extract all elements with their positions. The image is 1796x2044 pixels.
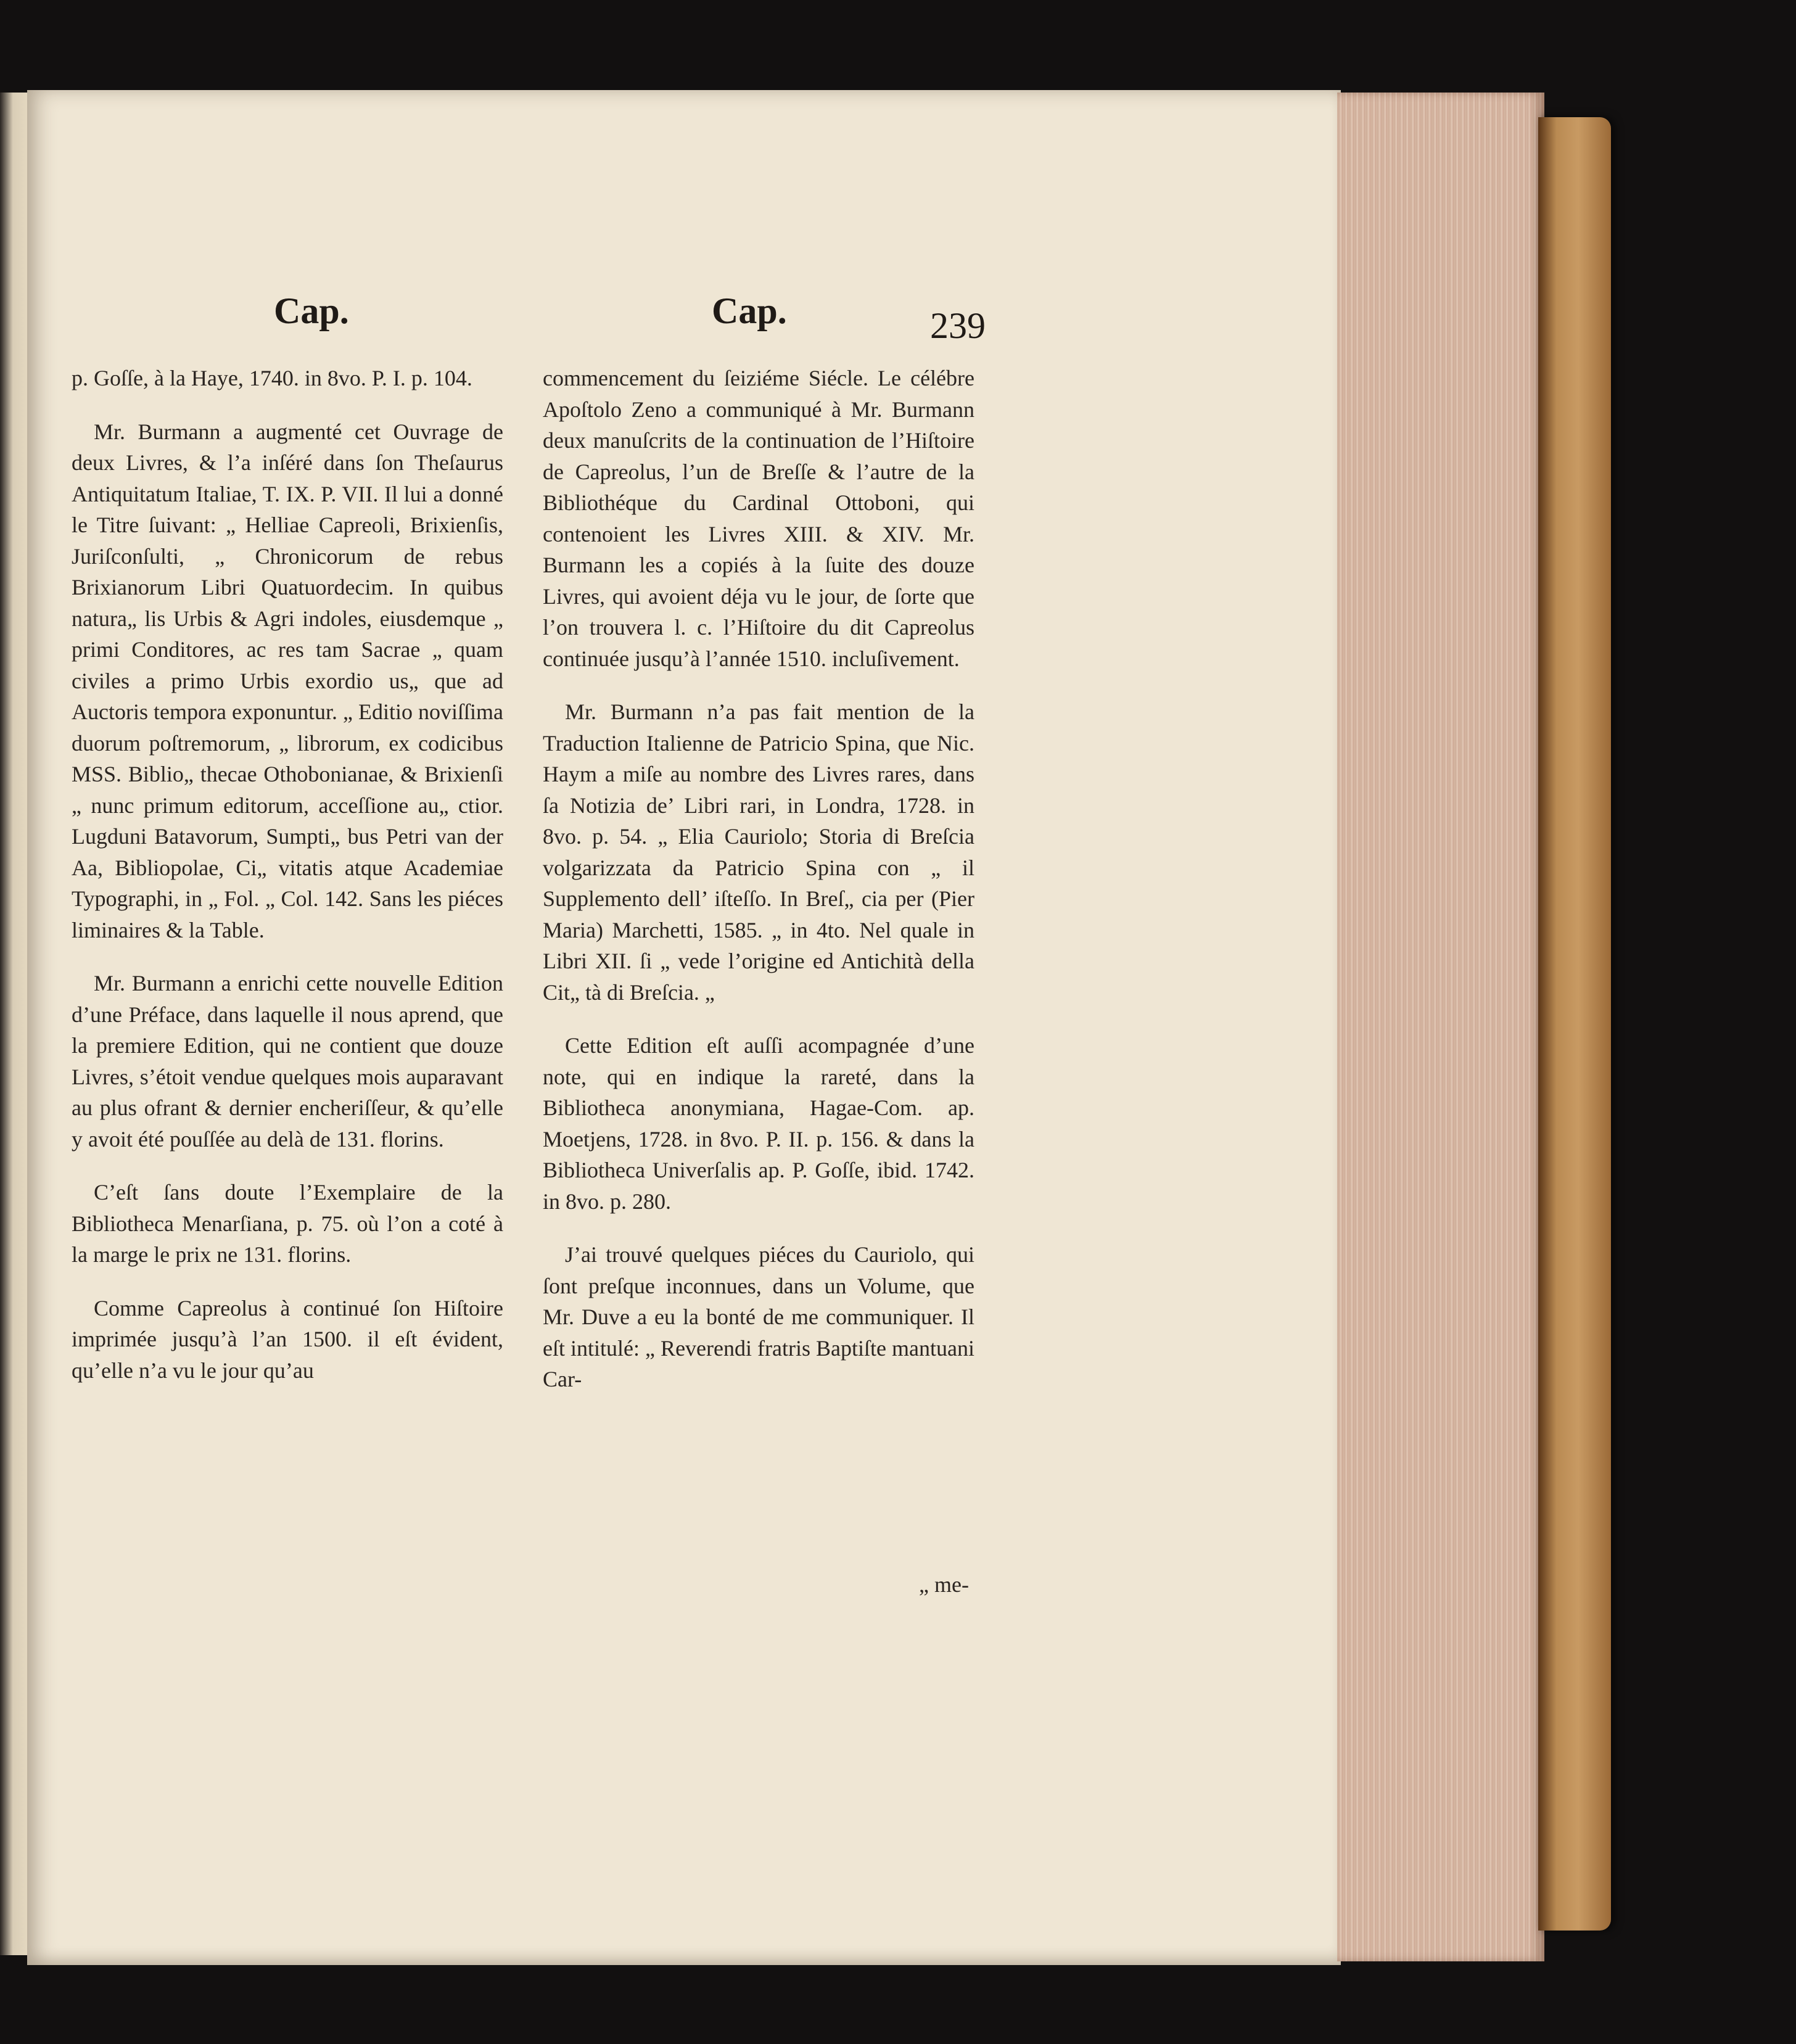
paragraph: Mr. Burmann n’a pas fait mention de la Traduction Italienne de Patricio Spina, que Nic. Haym a miſe au nombre des Livres rares, dans ſa Notizia de’ Libri rari, in Londra, 1728. in 8vo. p. 54. „ Elia Cauriolo; Storia di Breſcia volgarizzata da Patricio Spina con „ il Supplemento dell’ iſteſſo. In Breſ„ cia per (Pier Maria) Marchetti, 1585. „ in 4to. Nel quale in Libri XII. ſi „ vede l’origine ed Antichità della Cit„ tà di Breſcia. „: [543, 699, 974, 1005]
paragraph: J’ai trouvé quelques piéces du Cauriolo, qui ſont preſque inconnues, dans un Volume, que Mr. Duve a eu la bonté de me communiquer. Il eſt intitulé: „ Reverendi fratris Baptiſte mantuani Car-: [543, 1242, 974, 1391]
catchword: „ me-: [919, 1572, 969, 1597]
paragraph: C’eſt ſans doute l’Exemplaire de la Bibliotheca Menarſiana, p. 75. où l’on a coté à la marge le prix ne 131. florins.: [72, 1180, 503, 1267]
paragraph: Mr. Burmann a augmenté cet Ouvrage de deux Livres, & l’a inſéré dans ſon Theſaurus Antiquitatum Italiae, T. IX. P. VII. Il lui a donné le Titre ſuivant: „ Helliae Capreoli, Brixienſis, Juriſconſulti, „ Chronicorum de rebus Brixianorum Libri Quatuordecim. In quibus natura„ lis Urbis & Agri indoles, eiusdemque „ primi Conditores, ac res tam Sacrae „ quam civiles a primo Urbis exordio us„ que ad Auctoris tempora exponuntur. „ Editio noviſſima duorum poſtremorum, „ librorum, ex codicibus MSS. Biblio„ thecae Othobonianae, & Brixienſi „ nunc primum editorum, acceſſione au„ ctior. Lugduni Batavorum, Sumpti„ bus Petri van der Aa, Bibliopolae, Ci„ vitatis atque Academiae Typographi, in „ Fol. „ Col. 142. Sans les piéces liminaires & la Table.: [72, 419, 503, 942]
left-text-column: [72, 363, 503, 1408]
left-running-head: Cap.: [274, 291, 349, 331]
right-text-column: [543, 363, 974, 1417]
paragraph: commencement du ſeiziéme Siécle. Le célébre Apoſtolo Zeno a communiqué à Mr. Burmann deux manuſcrits de la continuation de l’Hiſtoire de Capreolus, l’un de Breſſe & l’autre de la Bibliothéque du Cardinal Ottoboni, qui contenoient les Livres XIII. & XIV. Mr. Burmann les a copiés à la ſuite des douze Livres, qui avoient déja vu le jour, de ſorte que l’on trouvera l. c. l’Hiſtoire du dit Capreolus continuée jusqu’à l’année 1510. incluſivement.: [543, 366, 974, 671]
paragraph: Comme Capreolus à continué ſon Hiſtoire imprimée jusqu’à l’an 1500. il eſt évident, qu’elle n’a vu le jour qu’au: [72, 1295, 503, 1383]
paragraph: Cette Edition eſt auſſi acompagnée d’une note, qui en indique la rareté, dans la Bibliotheca anonymiana, Hagae-Com. ap. Moetjens, 1728. in 8vo. P. II. p. 156. & dans la Bibliotheca Univerſalis ap. P. Goſſe, ibid. 1742. in 8vo. p. 280.: [543, 1033, 974, 1214]
cover-board: [1538, 117, 1611, 1931]
paragraph: Mr. Burmann a enrichi cette nouvelle Edition d’une Préface, dans laquelle il nous aprend, que la premiere Edition, qui ne contient que douze Livres, s’étoit vendue quelques mois auparavant au plus ofrant & dernier encheriſſeur, & qu’elle y avoit été pouſſée au delà de 131. florins.: [72, 971, 503, 1152]
page-block-edge: [1337, 93, 1544, 1961]
right-running-head: Cap.: [712, 291, 787, 331]
paragraph: p. Goſſe, à la Haye, 1740. in 8vo. P. I. p. 104.: [72, 366, 472, 390]
page-number: 239: [930, 305, 986, 346]
